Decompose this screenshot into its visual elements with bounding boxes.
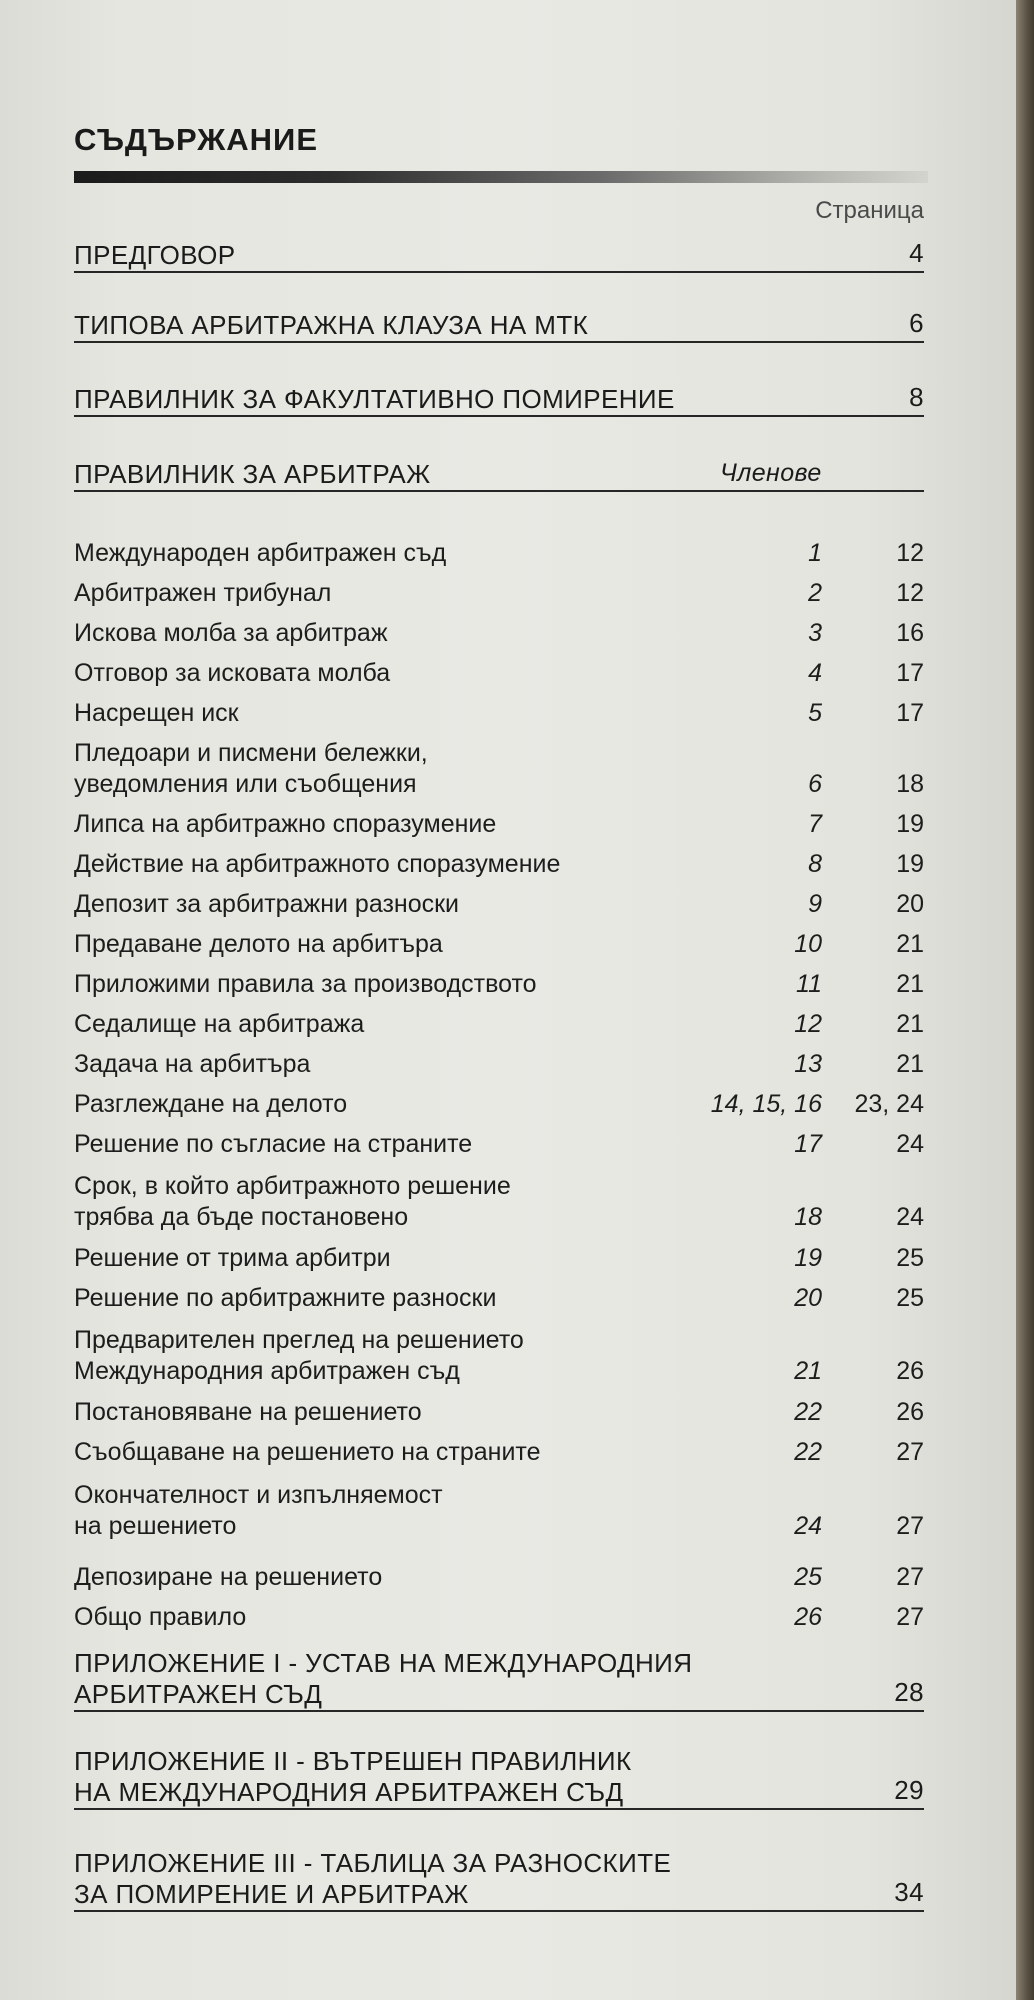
toc-page-number: 19 bbox=[896, 850, 924, 878]
toc-entry-title-line: Предварителен преглед на решението bbox=[74, 1326, 524, 1354]
toc-page-number: 18 bbox=[896, 770, 924, 798]
toc-entry[interactable] bbox=[74, 849, 924, 880]
toc-entry-title-line: Депозит за арбитражни разноски bbox=[74, 890, 460, 918]
toc-entry[interactable] bbox=[74, 738, 924, 800]
toc-section-preface[interactable] bbox=[74, 240, 924, 273]
toc-entry-title-line: Насрещен иск bbox=[74, 699, 239, 727]
toc-page-number: 34 bbox=[894, 1877, 924, 1907]
toc-entry-title-line: Приложими правила за производството bbox=[74, 970, 537, 998]
toc-page-number: 19 bbox=[896, 810, 924, 838]
toc-page-number: 23, 24 bbox=[854, 1090, 924, 1118]
toc-entry-title-line: Постановяване на решението bbox=[74, 1398, 422, 1426]
toc-entry[interactable] bbox=[74, 1049, 924, 1080]
toc-appendix-2[interactable] bbox=[74, 1746, 924, 1810]
toc-page-number: 25 bbox=[896, 1284, 924, 1312]
toc-appendix-title-line: ПРИЛОЖЕНИЕ II - ВЪТРЕШЕН ПРАВИЛНИК bbox=[74, 1746, 632, 1776]
toc-page-number: 8 bbox=[909, 382, 924, 412]
toc-entry-article: 2 bbox=[808, 579, 822, 607]
toc-appendix-title-line: ПРИЛОЖЕНИЕ I - УСТАВ НА МЕЖДУНАРОДНИЯ bbox=[74, 1648, 693, 1678]
toc-entry-article: 19 bbox=[794, 1244, 822, 1272]
toc-page-number: 12 bbox=[896, 539, 924, 567]
toc-entry[interactable] bbox=[74, 1089, 924, 1120]
toc-entry-title-line: Седалище на арбитража bbox=[74, 1010, 365, 1038]
toc-appendix-title-line: ЗА ПОМИРЕНИЕ И АРБИТРАЖ bbox=[74, 1879, 469, 1909]
toc-entry-article: 1 bbox=[808, 539, 822, 567]
toc-entry-article: 4 bbox=[808, 659, 822, 687]
toc-section-title: ТИПОВА АРБИТРАЖНА КЛАУЗА НА МТК bbox=[74, 310, 589, 340]
toc-entry-title-line: Искова молба за арбитраж bbox=[74, 619, 388, 647]
toc-entry[interactable] bbox=[74, 578, 924, 609]
toc-entry-title-line: Отговор за исковата молба bbox=[74, 659, 391, 687]
toc-page-number: 17 bbox=[896, 699, 924, 727]
toc-entry[interactable] bbox=[74, 1437, 924, 1468]
toc-entry-article: 8 bbox=[808, 850, 822, 878]
toc-entry-article: 10 bbox=[794, 930, 822, 958]
toc-entry-title-line: Срок, в който арбитражното решение bbox=[74, 1172, 511, 1200]
toc-entry-article: 22 bbox=[794, 1398, 822, 1426]
toc-page-number: 27 bbox=[896, 1563, 924, 1591]
toc-entry-title-line: Задача на арбитъра bbox=[74, 1050, 311, 1078]
toc-page-number: 21 bbox=[896, 1050, 924, 1078]
toc-entry-title-line: Пледоари и писмени бележки, bbox=[74, 739, 428, 767]
toc-page-number: 27 bbox=[896, 1603, 924, 1631]
toc-entry-article: 13 bbox=[794, 1050, 822, 1078]
toc-appendix-title-line: ПРИЛОЖЕНИЕ III - ТАБЛИЦА ЗА РАЗНОСКИТЕ bbox=[74, 1848, 672, 1878]
toc-entry[interactable] bbox=[74, 1283, 924, 1314]
toc-page-number: 12 bbox=[896, 579, 924, 607]
toc-page-number: 17 bbox=[896, 659, 924, 687]
title-rule bbox=[74, 171, 928, 183]
toc-entry-title-line: Арбитражен трибунал bbox=[74, 579, 332, 607]
toc-entry-article: 12 bbox=[794, 1010, 822, 1038]
toc-section-title: ПРЕДГОВОР bbox=[74, 240, 236, 270]
toc-entry[interactable] bbox=[74, 1009, 924, 1040]
toc-entry[interactable] bbox=[74, 969, 924, 1000]
toc-appendix-title-line: НА МЕЖДУНАРОДНИЯ АРБИТРАЖЕН СЪД bbox=[74, 1777, 624, 1807]
toc-entry[interactable] bbox=[74, 1171, 924, 1233]
toc-entry-title-line: Решение по съгласие на страните bbox=[74, 1130, 473, 1158]
toc-section-conciliation-rules[interactable] bbox=[74, 384, 924, 417]
toc-entry-title-line: Липса на арбитражно споразумение bbox=[74, 810, 497, 838]
toc-entry-title-line: Международния арбитражен съд bbox=[74, 1357, 460, 1385]
toc-entry-article: 7 bbox=[808, 810, 822, 838]
toc-entry[interactable] bbox=[74, 698, 924, 729]
toc-entry[interactable] bbox=[74, 538, 924, 569]
toc-entry-article: 18 bbox=[794, 1203, 822, 1231]
toc-entry-article: 9 bbox=[808, 890, 822, 918]
toc-entry-article: 11 bbox=[796, 970, 822, 998]
toc-entry-title-line: Окончателност и изпълняемост bbox=[74, 1481, 443, 1509]
toc-entry[interactable] bbox=[74, 1562, 924, 1593]
toc-entry-title-line: Разглеждане на делото bbox=[74, 1090, 348, 1118]
articles-column-label: Членове bbox=[720, 459, 822, 487]
toc-entry-article: 6 bbox=[808, 770, 822, 798]
toc-entry-article: 26 bbox=[794, 1603, 822, 1631]
toc-entry[interactable] bbox=[74, 1129, 924, 1160]
toc-page-number: 26 bbox=[896, 1398, 924, 1426]
toc-entry[interactable] bbox=[74, 1325, 924, 1387]
toc-entry[interactable] bbox=[74, 658, 924, 689]
toc-section-arbitration-rules[interactable] bbox=[74, 459, 924, 492]
toc-page-number: 27 bbox=[896, 1512, 924, 1540]
page-edge-shadow bbox=[1016, 0, 1034, 2000]
toc-entry-article: 21 bbox=[794, 1357, 822, 1385]
toc-entry-title-line: Общо правило bbox=[74, 1603, 247, 1631]
toc-page-number: 21 bbox=[896, 930, 924, 958]
toc-entry-title-line: Решение от трима арбитри bbox=[74, 1244, 391, 1272]
toc-appendix-1[interactable] bbox=[74, 1648, 924, 1712]
toc-entry-article: 22 bbox=[794, 1438, 822, 1466]
toc-page-number: 24 bbox=[896, 1203, 924, 1231]
toc-page-number: 25 bbox=[896, 1244, 924, 1272]
toc-entry[interactable] bbox=[74, 1480, 924, 1542]
toc-entry-title-line: Международен арбитражен съд bbox=[74, 539, 447, 567]
toc-section-arbitration-clause[interactable] bbox=[74, 310, 924, 343]
toc-page-number: 26 bbox=[896, 1357, 924, 1385]
toc-page-number: 29 bbox=[894, 1775, 924, 1805]
toc-entry-article: 25 bbox=[794, 1563, 822, 1591]
toc-entry-article: 3 bbox=[808, 619, 822, 647]
toc-entry-title-line: на решението bbox=[74, 1512, 237, 1540]
toc-entry-title-line: уведомления или съобщения bbox=[74, 770, 417, 798]
toc-appendix-3[interactable] bbox=[74, 1848, 924, 1912]
toc-entry-title-line: Решение по арбитражните разноски bbox=[74, 1284, 497, 1312]
toc-page-number: 4 bbox=[909, 238, 924, 268]
toc-entry-article: 14, 15, 16 bbox=[710, 1090, 822, 1118]
toc-entry-article: 20 bbox=[794, 1284, 822, 1312]
toc-page-number: 16 bbox=[896, 619, 924, 647]
toc-entry[interactable] bbox=[74, 1602, 924, 1633]
toc-appendix-title-line: АРБИТРАЖЕН СЪД bbox=[74, 1679, 323, 1709]
toc-entry[interactable] bbox=[74, 809, 924, 840]
toc-entry[interactable] bbox=[74, 929, 924, 960]
toc-page-number: 21 bbox=[896, 1010, 924, 1038]
toc-entry-title-line: Депозиране на решението bbox=[74, 1563, 383, 1591]
toc-section-title: ПРАВИЛНИК ЗА АРБИТРАЖ bbox=[74, 459, 431, 489]
toc-page-number: 21 bbox=[896, 970, 924, 998]
toc-entry-title-line: Действие на арбитражното споразумение bbox=[74, 850, 561, 878]
toc-page-number: 27 bbox=[896, 1438, 924, 1466]
page-title: СЪДЪРЖАНИЕ bbox=[74, 122, 318, 157]
toc-entry-article: 24 bbox=[794, 1512, 822, 1540]
toc-entry-article: 17 bbox=[794, 1130, 822, 1158]
toc-entry-title-line: Съобщаване на решението на страните bbox=[74, 1438, 541, 1466]
toc-entry[interactable] bbox=[74, 889, 924, 920]
page-column-label: Страница bbox=[815, 197, 924, 224]
toc-entry[interactable] bbox=[74, 1243, 924, 1274]
toc-section-title: ПРАВИЛНИК ЗА ФАКУЛТАТИВНО ПОМИРЕНИЕ bbox=[74, 384, 675, 414]
toc-entry[interactable] bbox=[74, 1397, 924, 1428]
toc-page-number: 24 bbox=[896, 1130, 924, 1158]
toc-entry-title-line: Предаване делото на арбитъра bbox=[74, 930, 443, 958]
toc-entry-article: 5 bbox=[808, 699, 822, 727]
toc-page-number: 6 bbox=[909, 308, 924, 338]
toc-page-number: 28 bbox=[894, 1677, 924, 1707]
toc-entry[interactable] bbox=[74, 618, 924, 649]
toc-page-number: 20 bbox=[896, 890, 924, 918]
toc-entry-title-line: трябва да бъде постановено bbox=[74, 1203, 409, 1231]
